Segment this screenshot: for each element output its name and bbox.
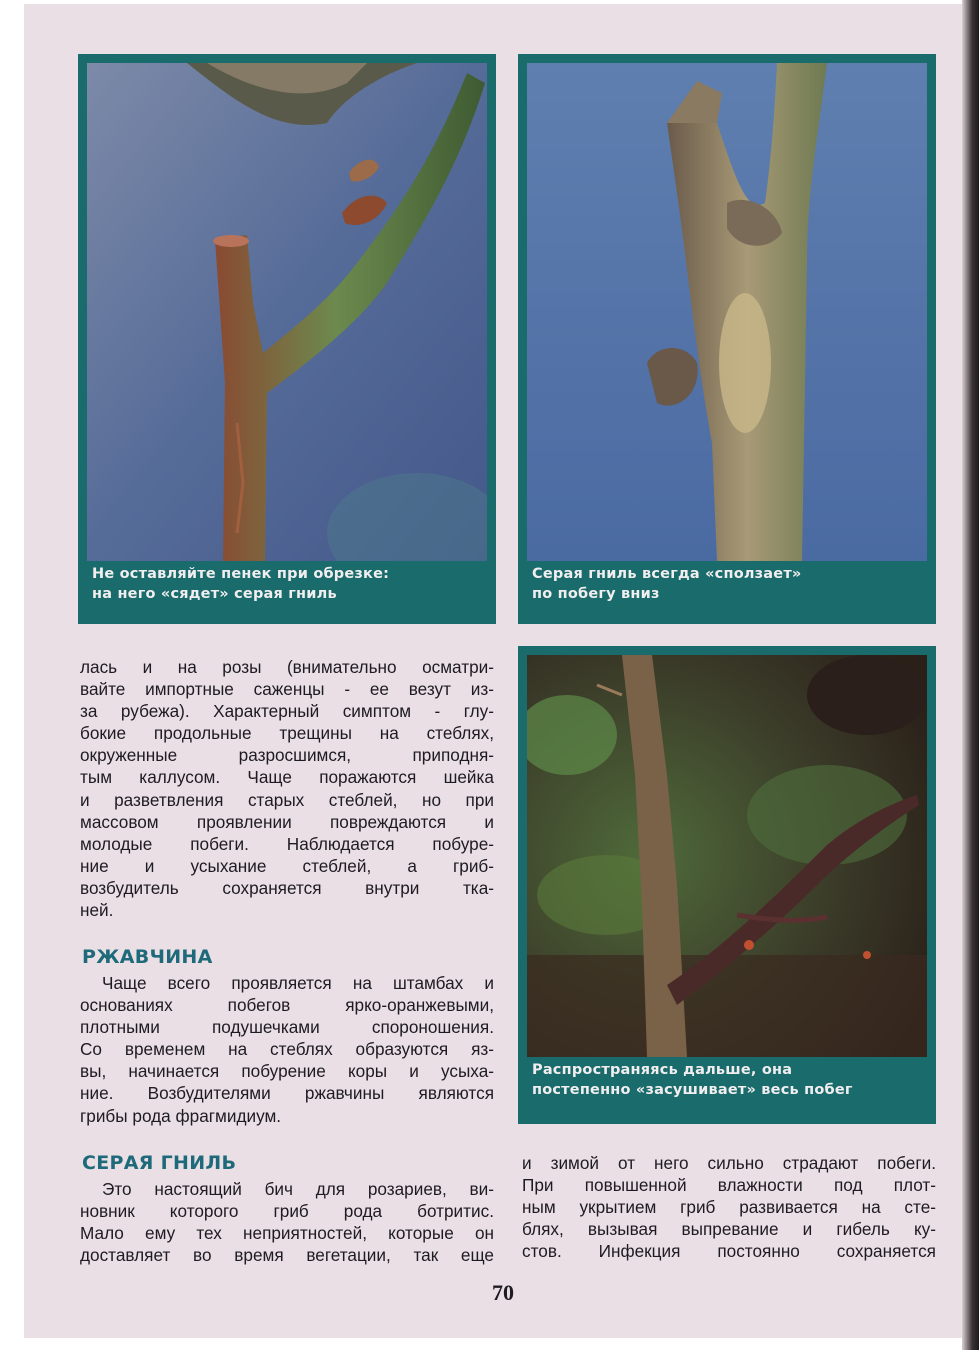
text-line: ным укрытием гриб развивается на сте- [522, 1197, 936, 1218]
photo-cut-stump-caption [92, 564, 488, 604]
text-line: ние. Возбудителями ржавчины являются [80, 1083, 494, 1104]
text-line: грибы рода фрагмидиум. [80, 1105, 282, 1126]
text-line: доставляет во время вегетации, так еще [80, 1245, 494, 1266]
section-heading-gray-rot: СЕРАЯ ГНИЛЬ [82, 1152, 237, 1174]
text-line: Чаще всего проявляется на штамбах и [102, 973, 494, 993]
caption-line: Не оставляйте пенек при обрезке: [92, 566, 390, 582]
photo-dried-shoot-frame [518, 646, 936, 1124]
photo-dried-shoot-caption [532, 1060, 928, 1100]
text-line: за рубежа). Характерный симптом - глу- [80, 701, 494, 722]
photo-rot-spreading-caption [532, 564, 928, 604]
photo-rot-spreading-frame [518, 54, 936, 624]
section-heading-rust: РЖАВЧИНА [82, 946, 213, 968]
text-line: и разветвления старых стеблей, но при [80, 789, 494, 810]
text-line: ние и усыхание стеблей, а гриб- [80, 855, 494, 876]
caption-line: Серая гниль всегда «сползает» [532, 566, 802, 582]
text-line: Со временем на стеблях образуются яз- [80, 1039, 494, 1060]
text-line: лась и на розы (внимательно осматри- [80, 657, 494, 677]
text-line: ней. [80, 900, 114, 921]
photo-rot-spreading [527, 63, 927, 561]
rust-section-text [80, 972, 494, 1127]
text-line: окруженные разросшимся, приподня- [80, 745, 494, 766]
text-line: вы, начинается побурение коры и усыха- [80, 1061, 494, 1082]
text-line: возбудитель сохраняется внутри тка- [80, 877, 494, 898]
text-line: новник которого гриб рода ботритис. [80, 1201, 494, 1222]
photo-dried-shoot [527, 655, 927, 1057]
text-line: и зимой от него сильно страдают побеги. [522, 1153, 936, 1173]
text-line: стов. Инфекция постоянно сохраняется [522, 1241, 936, 1262]
caption-line: на него «сядет» серая гниль [92, 586, 337, 602]
scan-shadow-edge [962, 0, 979, 1350]
page-number: 70 [492, 1280, 514, 1305]
text-line: Это настоящий бич для розариев, ви- [102, 1179, 494, 1199]
right-column-text [522, 1152, 936, 1262]
caption-line: по побегу вниз [532, 586, 660, 602]
caption-line: постепенно «засушивает» весь побег [532, 1082, 853, 1098]
text-line: При повышенной влажности под плот- [522, 1175, 936, 1196]
left-column-intro [80, 656, 494, 921]
text-line: вайте импортные саженцы - ее везут из- [80, 679, 494, 700]
text-line: основаниях побегов ярко-оранжевыми, [80, 995, 494, 1016]
text-line: молодые побеги. Наблюдается побуре- [80, 833, 494, 854]
text-line: тым каллусом. Чаще поражаются шейка [80, 767, 494, 788]
text-line: плотными подушечками спороношения. [80, 1017, 494, 1038]
text-line: массовом проявлении повреждаются и [80, 811, 494, 832]
gray-rot-section-text [80, 1178, 494, 1266]
text-line: бокие продольные трещины на стеблях, [80, 723, 494, 744]
caption-line: Распространяясь дальше, она [532, 1062, 793, 1078]
photo-cut-stump-frame [78, 54, 496, 624]
text-line: Мало ему тех неприятностей, которые он [80, 1223, 494, 1244]
photo-cut-stump [87, 63, 487, 561]
text-line: блях, вызывая выпревание и гибель ку- [522, 1219, 936, 1240]
